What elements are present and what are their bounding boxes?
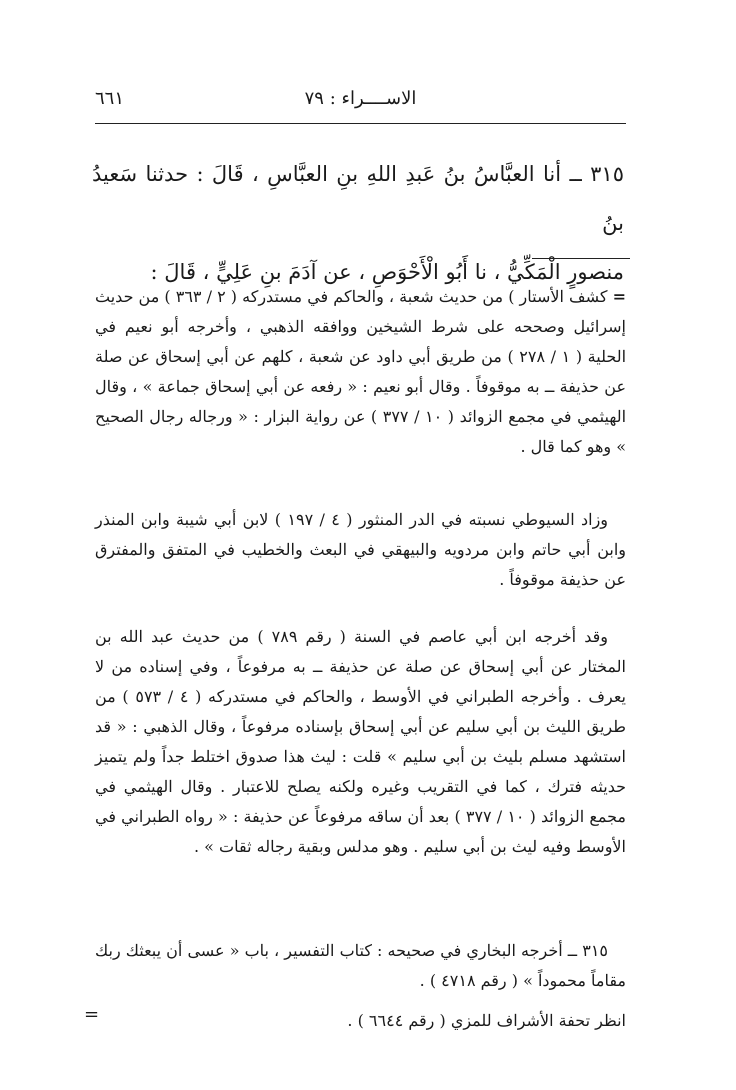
footnote-para-3 [95, 622, 626, 862]
footnote-text: وقد أخرجه ابن أبي عاصم في السنة ( رقم ٧٨٩ ) من حديث عبد الله بن المختار عن أبي إسحاق عن صلة عن حذيفة ــ به مرفوعاً ، وفي إسناده من لا يعرف . وأخرجه الطبراني في الأوسط ، والحاكم في مستدركه ( ٤ / ٥٧٣ ) من طريق الليث بن أبي سليم عن أبي إسحاق بإسناده مرفوعاً ، وقال الذهبي : « قد استشهد مسلم بليث بن أبي سليم » قلت : ليث هذا صدوق اختلط جداً ولم يتميز حديثه فترك ، كما في التقريب وغيره ولكنه يصلح للاعتبار . وقال الهيثمي في مجمع الزوائد ( ١٠ / ٣٧٧ ) بعد أن ساقه مرفوعاً عن حذيفة : « رواه الطبراني في الأوسط وفيه ليث بن أبي سليم . وهو مدلس وبقية رجاله ثقات » . [95, 627, 627, 856]
footnote-para-4 [95, 936, 626, 996]
footnote-para-5 [95, 1006, 626, 1036]
hadith-line-1: ٣١٥ ــ أنا العبَّاسُ بنُ عَبدِ اللهِ بنِ العبَّاسِ ، قَالَ : حدثنا سَعيدُ بنُ [92, 162, 624, 235]
continuation-mark-bottom: = [84, 1004, 100, 1025]
footnote-text: انظر تحفة الأشراف للمزي ( رقم ٦٦٤٤ ) . [347, 1011, 626, 1030]
footnote-para-2 [95, 505, 626, 595]
footnote-text: كشف الأستار ) من حديث شعبة ، والحاكم في مستدركه ( ٢ / ٣٦٣ ) من حديث إسرائيل وصححه على شرط الشيخين ووافقه الذهبي ، وأخرجه أبو نعيم في الحلية ( ١ / ٢٧٨ ) من طريق أبي داود عن شعبة ، كلهم عن أبي إسحاق عن صلة عن حذيفة ــ به موقوفاً . وقال أبو نعيم : « رفعه عن أبي إسحاق جماعة » ، وقال الهيثمي في مجمع الزوائد ( ١٠ / ٣٧٧ ) عن رواية البزار : « ورجاله رجال الصحيح » وهو كما قال . [95, 287, 627, 456]
running-header [95, 88, 626, 114]
footnote-text: وزاد السيوطي نسبته في الدر المنثور ( ٤ / ١٩٧ ) لابن أبي شيبة وابن المنذر وابن أبي حاتم وابن مردويه والبيهقي في البعث والخطيب في المتفق والمفترق عن حذيفة موقوفاً . [95, 510, 627, 589]
header-divider [95, 123, 626, 124]
footnote-divider [532, 258, 630, 259]
footnote-text: ٣١٥ ــ أخرجه البخاري في صحيحه : كتاب التفسير ، باب « عسى أن يبعثك ربك مقاماً محموداً » ( رقم ٤٧١٨ ) . [95, 941, 626, 990]
continuation-mark: = [612, 287, 627, 306]
footnote-para-1 [95, 282, 626, 462]
page-number: ٦٦١ [95, 88, 125, 109]
hadith-text [92, 150, 624, 297]
hadith-line-2: منصورٍ الْمَكِّيُّ ، نا أَبُو الْأَحْوَصِ ، عن آدَمَ بنِ عَلِيٍّ ، قَالَ : [150, 260, 624, 284]
surah-verse-title: الاســــراء : ٧٩ [304, 88, 417, 109]
